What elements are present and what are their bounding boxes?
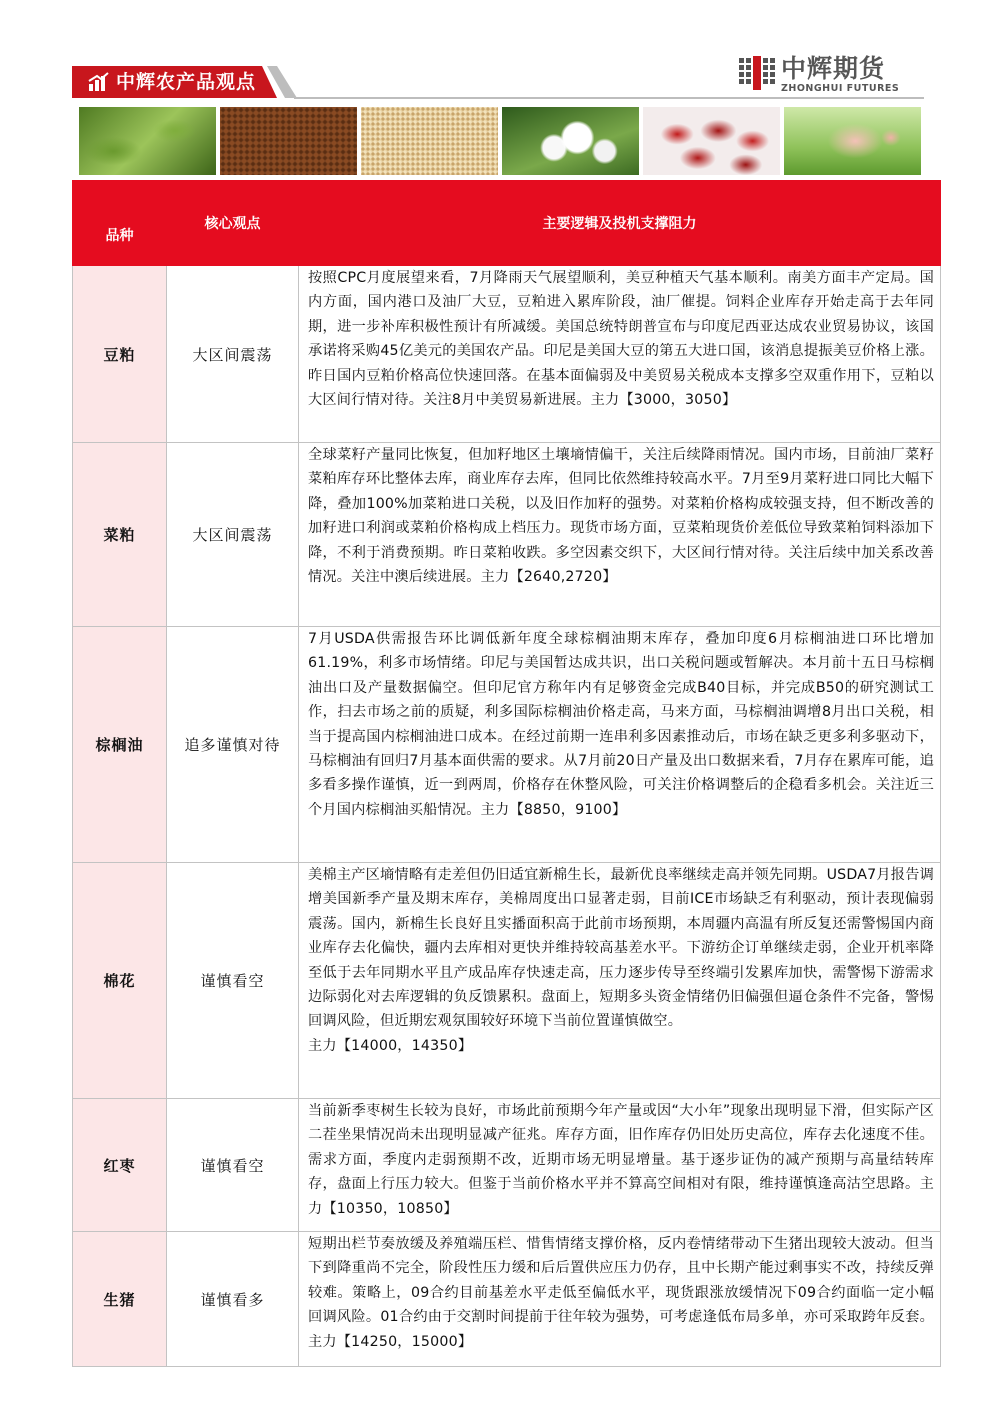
header-logic: 主要逻辑及投机支撑阻力 (299, 181, 941, 266)
logic-text-range: 主力【14000，14350】 (308, 1037, 473, 1054)
variety-name: 生猪 (73, 1232, 167, 1367)
variety-name: 豆粕 (73, 266, 167, 443)
table-row (73, 443, 941, 627)
logic-text: 按照CPC月度展望来看，7月降雨天气展望顺利，美豆种植天气基本顺利。南美方面丰产定局。国内方面，国内港口及油厂大豆，豆粕进入累库阶段，油厂催提。饲料企业库存开始走高于去年同期，进一步补库积极性预计有所减缓。美国总统特朗普宣布与印度尼西亚达成农业贸易协议，该国承诺将采购45亿美元的美国农产品。印尼是美国大豆的第五大进口国，该消息提振美豆价格上涨。昨日国内豆粕价格高位快速回落。在基本面偏弱及中美贸易关税成本支撑多空双重作用下，豆粕以大区间行情对待。关注8月中美贸易新进展。主力【3000，3050】 (299, 266, 941, 443)
cotton-photo (502, 107, 639, 175)
bar-chart-icon (88, 72, 110, 92)
section-title: 中辉农产品观点 (116, 71, 257, 93)
logic-text: 全球菜籽产量同比恢复，但加籽地区土壤墒情偏干，关注后续降雨情况。国内市场，目前油厂菜籽菜粕库存环比整体去库，商业库存去库，但同比依然维持较高水平。7月至9月菜籽进口同比大幅下降，叠加100%加菜粕进口关税，以及旧作加籽的强势。对菜粕价格构成较强支持，但不断改善的加籽进口利润或菜粕价格构成上档压力。现货市场方面，豆菜粕现货价差低位导致菜粕饲料添加下降，不利于消费预期。昨日菜粕收跌。多空因素交织下，大区间行情对待。关注后续中加关系改善情况。关注中澳后续进展。主力【2640,2720】 (299, 443, 941, 627)
table-row (73, 863, 941, 1099)
table-row (73, 627, 941, 863)
table-row (73, 1232, 941, 1367)
table-row (73, 1099, 941, 1232)
core-view: 大区间震荡 (167, 443, 299, 627)
logic-text: 7月USDA供需报告环比调低新年度全球棕榈油期末库存，叠加印度6月棕榈油进口环比增加61.19%，利多市场情绪。印尼与美国暂达成共识，出口关税问题或暂解决。本月前十五日马棕榈油出口及产量数据偏空。但印尼官方称年内有足够资金完成B40目标，并完成B50的研究测试工作，扫去市场之前的质疑，利多国际棕榈油价格走高，马来方面，马棕榈油调增8月出口关税，相当于提高国内棕榈油进口成本。在经过前期一连串利多因素推动后，市场在缺乏更多利多驱动下，马棕榈油有回归7月基本面供需的要求。从7月前20日产量及出口数据来看，7月存在累库可能，追多看多操作谨慎，近一到两周，价格存在休整风险，可关注价格调整后的企稳看多机会。关注近三个月国内棕榈油买船情况。主力【8850，9100】 (299, 627, 941, 863)
logo-chinese-name: 中辉期货 (781, 54, 886, 83)
rapeseed-photo (220, 107, 357, 175)
pig-photo (784, 107, 921, 175)
core-view: 谨慎看空 (167, 1099, 299, 1232)
section-banner (72, 66, 294, 98)
variety-name: 菜粕 (73, 443, 167, 627)
core-view: 追多谨慎对待 (167, 627, 299, 863)
viewpoints-table (72, 180, 941, 1367)
variety-name: 棉花 (73, 863, 167, 1099)
table-header-row (73, 181, 941, 266)
logic-text: 短期出栏节奏放缓及养殖端压栏、惜售情绪支撑价格，反内卷情绪带动下生猪出现较大波动。但当下到降重尚不完全，阶段性压力缓和后后置供应压力仍存，且中长期产能过剩事实不改，持续反弹较难。策略上，09合约目前基差水平走低至偏低水平，现货跟涨放缓情况下09合约面临一定小幅回调风险。01合约由于交割时间提前于往年较为强势，可考虑逢低布局多单，亦可采取跨年反套。主力【14250，15000】 (299, 1232, 941, 1367)
soybean-plant-photo (79, 107, 216, 175)
company-logo (737, 54, 907, 94)
soymeal-photo (361, 107, 498, 175)
core-view: 谨慎看多 (167, 1232, 299, 1367)
header-variety: 品种 (73, 181, 167, 266)
header-divider (294, 97, 924, 99)
commodity-photo-strip (79, 107, 921, 175)
logo-english-name: ZHONGHUI FUTURES (781, 83, 900, 94)
logo-mark-icon (737, 56, 777, 90)
core-view: 谨慎看空 (167, 863, 299, 1099)
logic-text: 当前新季枣树生长较为良好，市场此前预期今年产量或因“大小年”现象出现明显下滑，但实际产区二茬坐果情况尚未出现明显减产征兆。库存方面，旧作库存仍旧处历史高位，库存去化速度不佳。需求方面，季度内走弱预期不改，近期市场无明显增量。基于逐步证伪的减产预期与高量结转库存，盘面上行压力较大。但鉴于当前价格水平并不算高空间相对有限，维持谨慎逢高沽空思路。主力【10350，10850】 (299, 1099, 941, 1232)
variety-name: 红枣 (73, 1099, 167, 1232)
core-view: 大区间震荡 (167, 266, 299, 443)
logic-text: 美棉主产区墒情略有走差但仍旧适宜新棉生长，最新优良率继续走高并领先同期。USDA7月报告调增美国新季产量及期末库存，美棉周度出口显著走弱，目前ICE市场缺乏有利驱动，预计表现偏弱震荡。国内，新棉生长良好且实播面积高于此前市场预期，本周疆内高温有所反复还需警惕国内商业库存去化偏快，疆内去库相对更快并维持较高基差水平。下游纺企订单继续走弱，企业开机率降至低于去年同期水平且产成品库存快速走高，压力逐步传导至终端引发累库加快，需警惕下游需求边际弱化对去库逻辑的负反馈累积。盘面上，短期多头资金情绪仍旧偏强但逼仓条件不完备，警惕回调风险，但近期宏观氛围较好环境下当前位置谨慎做空。 主力【14000，14350】 (299, 863, 941, 1099)
table-row (73, 266, 941, 443)
red-dates-photo (643, 107, 780, 175)
variety-name: 棕榈油 (73, 627, 167, 863)
header-core-view: 核心观点 (167, 181, 299, 266)
